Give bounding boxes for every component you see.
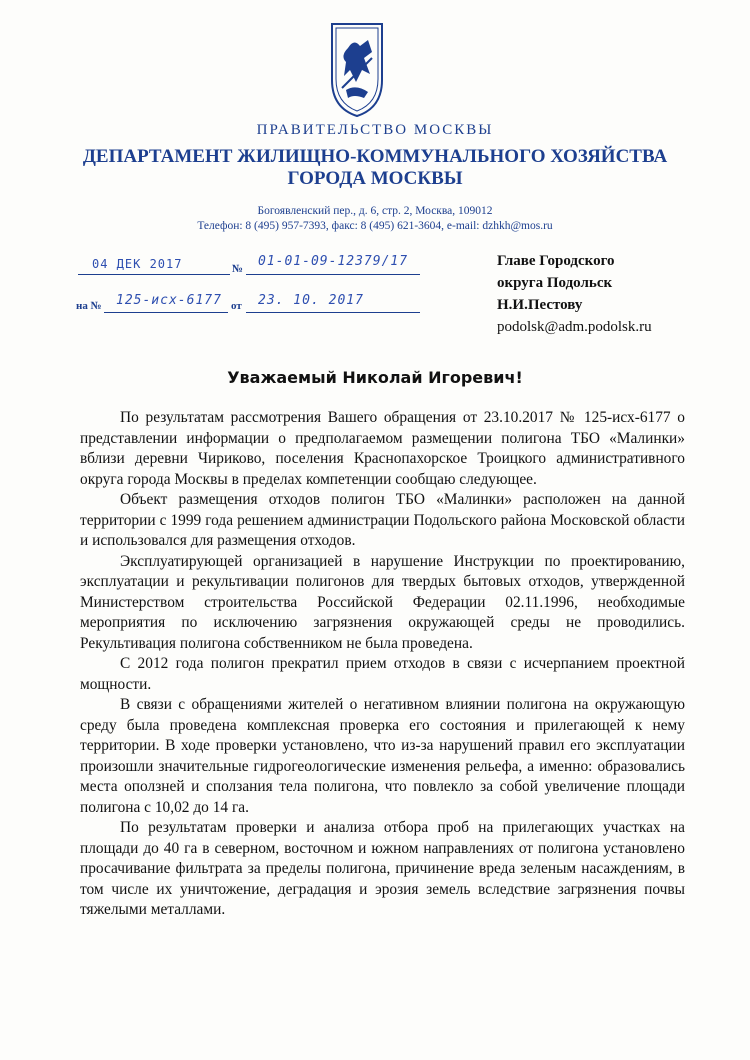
body-paragraph: По результатам проверки и анализа отбора проб на прилегающих участках на площади до 40 га в северном, восточном и южном направлениях от полигона установлено просачивание фильтрата за пределы полигона, причинение вреда зеленым насаждениям, в том числе их уничтожение, деградация и эрозия земель вследствие загрязнения почвы тяжелыми металлами. bbox=[80, 819, 685, 918]
body-paragraph: Эксплуатирующей организацией в нарушение Инструкции по проектированию, эксплуатации и рекультивации полигонов для твердых бытовых отходов, утвержденной Министерством строительства Российской Федерации 02.11.1996, необходимые мероприятия по исключению загрязнения окружающей среды не проводились. Рекультивация полигона собственником не была проведена. bbox=[80, 552, 685, 652]
department-contacts bbox=[0, 204, 750, 234]
addressee-line1: Главе Городского bbox=[497, 253, 615, 269]
department-title-line1: ДЕПАРТАМЕНТ ЖИЛИЩНО-КОММУНАЛЬНОГО ХОЗЯЙСТВА bbox=[82, 146, 668, 167]
reference-number: 125-исх-6177 bbox=[116, 293, 222, 308]
reference-from-label: от bbox=[231, 300, 242, 312]
registration-date-line bbox=[78, 274, 230, 275]
greeting: Уважаемый Николай Игоревич! bbox=[227, 368, 523, 387]
moscow-coat-of-arms-icon bbox=[328, 18, 386, 118]
department-phone-email: Телефон: 8 (495) 957-7393, факс: 8 (495) 621-3604, e-mail: dzhkh@mos.ru bbox=[197, 220, 553, 232]
letter-body bbox=[80, 408, 685, 921]
addressee-email: podolsk@adm.podolsk.ru bbox=[497, 319, 652, 335]
reference-date: 23. 10. 2017 bbox=[258, 293, 364, 308]
registration-number-line bbox=[246, 274, 420, 275]
body-paragraph: С 2012 года полигон прекратил прием отходов в связи с исчерпанием проектной мощности. bbox=[80, 655, 685, 693]
registration-date-stamp: 04 ДЕК 2017 bbox=[92, 257, 183, 271]
department-address: Богоявленский пер., д. 6, стр. 2, Москва, 109012 bbox=[257, 205, 493, 217]
government-title: ПРАВИТЕЛЬСТВО МОСКВЫ bbox=[256, 122, 494, 138]
reference-number-line bbox=[104, 312, 228, 313]
body-paragraph: По результатам рассмотрения Вашего обращения от 23.10.2017 № 125-исх-6177 о представлении информации о предполагаемом размещении полигона ТБО «Малинки» вблизи деревни Чириково, поселения Краснопахорское Троицкого административного округа города Москвы в пределах компетенции сообщаю следующее. bbox=[80, 409, 685, 488]
body-paragraph: Объект размещения отходов полигон ТБО «Малинки» расположен на данной территории с 1999 года решением администрации Подольского района Московской области и использовался для размещения отходов. bbox=[80, 491, 685, 549]
reference-number-label: на № bbox=[76, 300, 102, 312]
body-paragraph: В связи с обращениями жителей о негативном влиянии полигона на окружающую среду была проведена комплексная проверка его состояния и прилегающей к нему территории. В ходе проверки установлено, что из-за нарушений правил его эксплуатации произошли значительные гидрогеологические изменения рельефа, а именно: образовались места оползней и сползания тела полигона, что повлекло за собой увеличение площади полигона с 10,02 до 14 га. bbox=[80, 696, 685, 816]
reference-date-line bbox=[246, 312, 420, 313]
department-title bbox=[0, 146, 750, 190]
addressee-line2: округа Подольск bbox=[497, 275, 613, 291]
registration-number-label: № bbox=[232, 263, 244, 275]
addressee-name: Н.И.Пестову bbox=[497, 297, 583, 313]
addressee-block bbox=[497, 250, 737, 338]
department-title-line2: ГОРОДА МОСКВЫ bbox=[287, 168, 463, 189]
registration-number: 01-01-09-12379/17 bbox=[258, 254, 409, 269]
